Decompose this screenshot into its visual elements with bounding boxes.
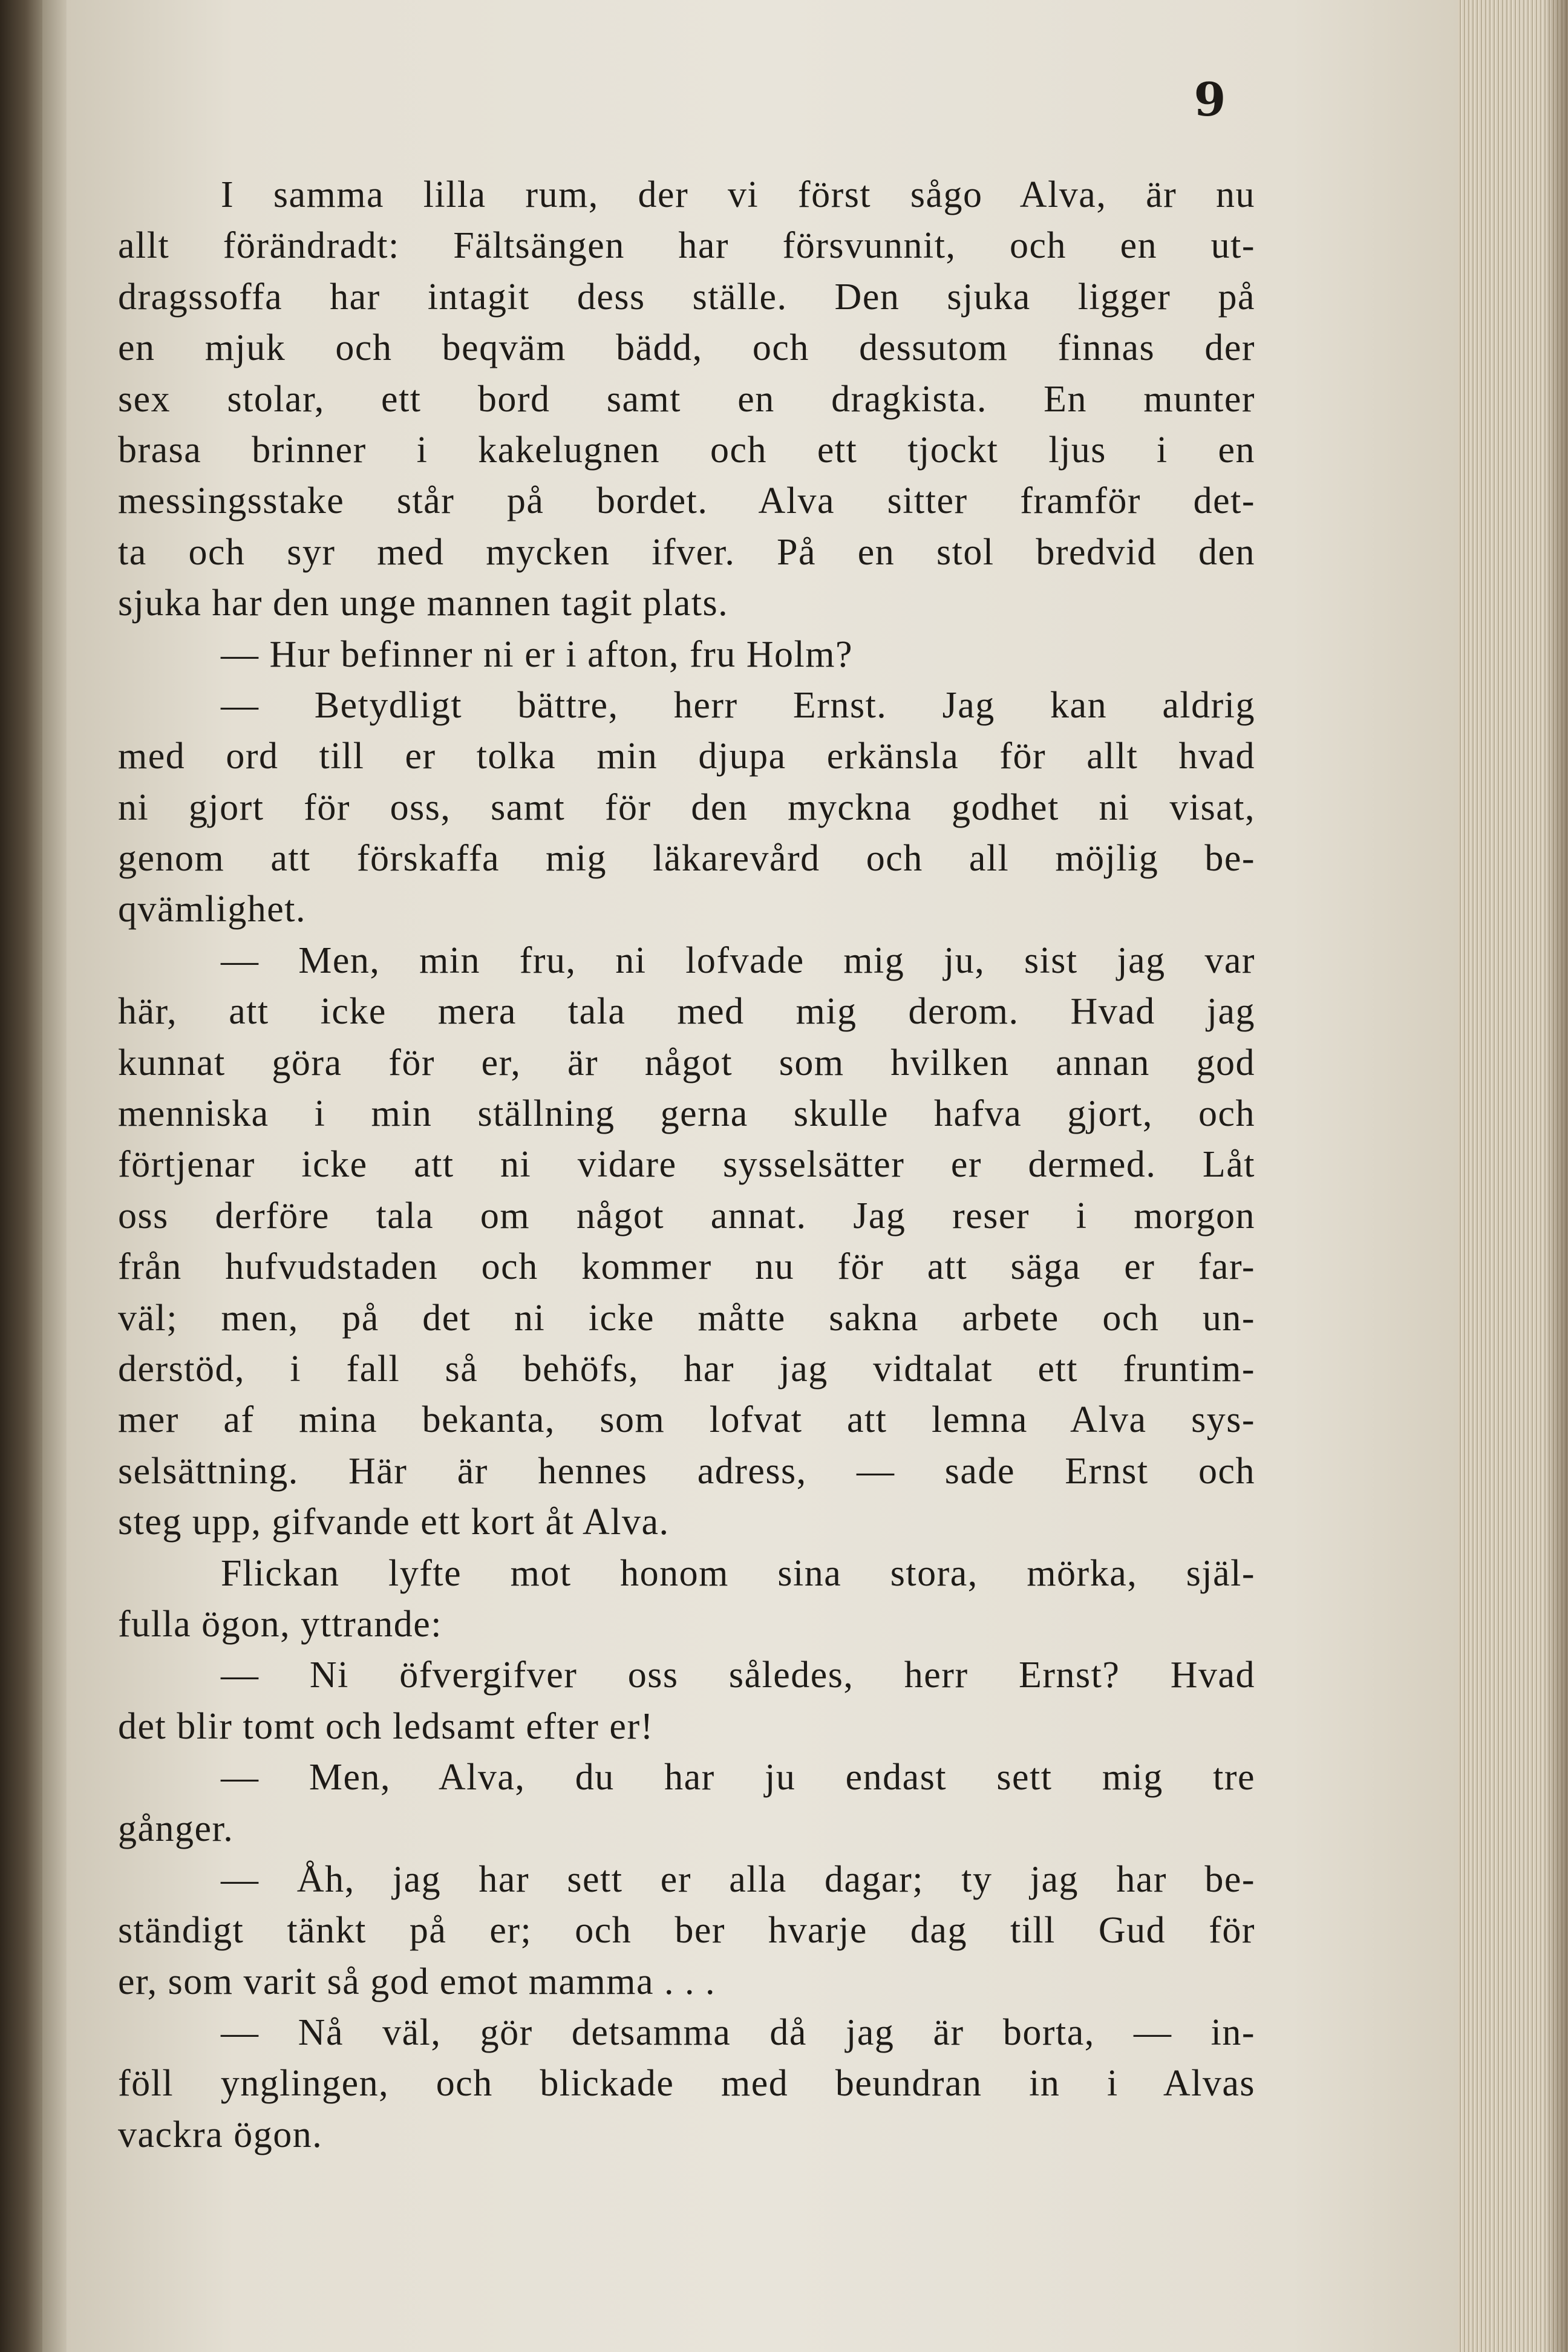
text-line: — Åh, jag har sett er alla dagar; ty jag har be- — [221, 1858, 1255, 1900]
text-line: förtjenar icke att ni vidare sysselsätter er dermed. Låt — [118, 1144, 1255, 1186]
page-edge-stack — [1458, 0, 1568, 2352]
text-line: messingsstake står på bordet. Alva sitter framför det- — [118, 480, 1255, 522]
text-line: oss derföre tala om något annat. Jag reser i morgon — [118, 1195, 1255, 1236]
text-line: kunnat göra för er, är något som hvilken annan god — [118, 1042, 1255, 1083]
text-line: er, som varit så god emot mamma . . . — [118, 1961, 716, 2002]
text-line: mer af mina bekanta, som lofvat att lemna Alva sys- — [118, 1399, 1255, 1441]
text-line: — Nå väl, gör detsamma då jag är borta, — in- — [221, 2012, 1255, 2054]
text-line: gånger. — [118, 1808, 234, 1849]
binding-gutter — [0, 0, 42, 2352]
text-line: sex stolar, ett bord samt en dragkista. En munter — [118, 378, 1255, 420]
text-line: brasa brinner i kakelugnen och ett tjockt ljus i en — [118, 429, 1255, 471]
text-line: selsättning. Här är hennes adress, — sade Ernst och — [118, 1450, 1255, 1492]
text-line: — Hur befinner ni er i afton, fru Holm? — [221, 633, 854, 675]
text-line: menniska i min ställning gerna skulle hafva gjort, och — [118, 1093, 1255, 1135]
text-line: qvämlighet. — [118, 889, 306, 930]
text-line: — Men, Alva, du har ju endast sett mig tre — [221, 1757, 1255, 1798]
text-line: vackra ögon. — [118, 2114, 323, 2155]
text-line: väl; men, på det ni icke måtte sakna arbete och un- — [118, 1297, 1255, 1339]
text-line: sjuka har den unge mannen tagit plats. — [118, 583, 729, 624]
text-line: derstöd, i fall så behöfs, har jag vidtalat ett fruntim- — [118, 1348, 1255, 1390]
text-line: dragssoffa har intagit dess ställe. Den sjuka ligger på — [118, 276, 1255, 318]
text-line: fulla ögon, yttrande: — [118, 1603, 442, 1645]
text-line: Flickan lyfte mot honom sina stora, mörka, själ- — [221, 1552, 1255, 1594]
left-page-edge — [42, 0, 67, 2352]
text-line: allt förändradt: Fältsängen har försvunnit, och en ut- — [118, 225, 1255, 267]
body-text — [118, 169, 1255, 2160]
text-line: här, att icke mera tala med mig derom. Hvad jag — [118, 991, 1255, 1033]
text-line: — Ni öfvergifver oss således, herr Ernst? Hvad — [221, 1655, 1255, 1696]
text-line: från hufvudstaden och kommer nu för att säga er far- — [118, 1246, 1255, 1288]
text-line: ständigt tänkt på er; och ber hvarje dag till Gud för — [118, 1910, 1255, 1952]
text-line: det blir tomt och ledsamt efter er! — [118, 1705, 654, 1747]
text-line: med ord till er tolka min djupa erkänsla för allt hvad — [118, 736, 1255, 777]
text-line: föll ynglingen, och blickade med beundran in i Alvas — [118, 2063, 1255, 2105]
text-line: — Men, min fru, ni lofvade mig ju, sist jag var — [221, 939, 1255, 981]
text-line: ta och syr med mycken ifver. På en stol bredvid den — [118, 531, 1255, 573]
text-line: I samma lilla rum, der vi först sågo Alva, är nu — [221, 174, 1255, 215]
text-line: steg upp, gifvande ett kort åt Alva. — [118, 1501, 670, 1543]
text-line: en mjuk och beqväm bädd, och dessutom finnas der — [118, 327, 1255, 369]
text-line: ni gjort för oss, samt för den myckna godhet ni visat, — [118, 786, 1255, 828]
text-line: — Betydligt bättre, herr Ernst. Jag kan aldrig — [221, 684, 1255, 726]
text-line: genom att förskaffa mig läkarevård och all möjlig be- — [118, 838, 1255, 880]
page-number: 9 — [1194, 73, 1226, 126]
